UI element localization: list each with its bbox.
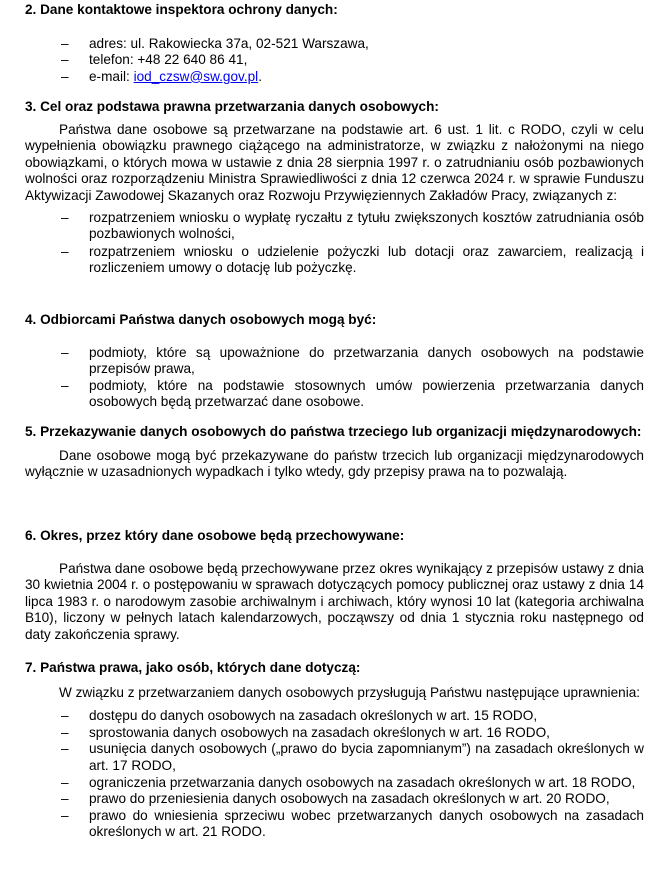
section-4-heading: 4. Odbiorcami Państwa danych osobowych mogą być: bbox=[25, 312, 377, 327]
section-6-paragraph: Państwa dane osobowe będą przechowywane przez okres wynikający z przepisów ustawy z dnia 30 kwietnia 2004 r. o postępowaniu w sprawach dotyczących pomocy publicznej oraz ustawy z dnia 14 lipca 1983 r. o narodowym zasobie archiwalnym i archiwach, który wynosi 10 lat (kategoria archiwalna B10), liczony w pełnych latach kalendarzowych, począwszy od dnia 1 stycznia roku następnego od daty zakończenia sprawy. bbox=[25, 560, 644, 642]
section-7 bbox=[25, 660, 644, 841]
list-item: – prawo do przeniesienia danych osobowych na zasadach określonych w art. 20 RODO, bbox=[61, 791, 610, 807]
list-item: – adres: ul. Rakowiecka 37a, 02-521 Warszawa, bbox=[61, 35, 369, 51]
list-item: – e-mail: iod_czsw@sw.gov.pl. bbox=[61, 68, 262, 84]
section-5 bbox=[25, 424, 644, 481]
section-3 bbox=[25, 99, 644, 277]
section-3-heading: 3. Cel oraz podstawa prawna przetwarzania danych osobowych: bbox=[25, 99, 439, 114]
rights-list bbox=[25, 708, 644, 841]
list-item: – rozpatrzeniem wniosku o udzielenie pożyczki lub dotacji oraz zawarciem, realizacją i rozliczeniem umowy o dotację lub pożyczkę. bbox=[61, 243, 644, 276]
list-item: – ograniczenia przetwarzania danych osobowych na zasadach określonych w art. 18 RODO, bbox=[61, 774, 636, 790]
section-5-paragraph: Dane osobowe mogą być przekazywane do państw trzecich lub organizacji międzynarodowych wyłącznie w uzasadnionych wypadkach i tylko wtedy, gdy przepisy prawa na to pozwalają. bbox=[25, 447, 644, 480]
section-7-paragraph: W związku z przetwarzaniem danych osobowych przysługują Państwu następujące uprawnienia: bbox=[59, 684, 641, 700]
list-item: – podmioty, które na podstawie stosownych umów powierzenia przetwarzania danych osobowych będą przetwarzać dane osobowe. bbox=[61, 377, 644, 410]
section-6 bbox=[25, 528, 644, 644]
list-item: – podmioty, które są upoważnione do przetwarzania danych osobowych na podstawie przepisów prawa, bbox=[61, 344, 644, 377]
section-4 bbox=[25, 312, 644, 411]
section-6-heading: 6. Okres, przez który dane osobowe będą przechowywane: bbox=[25, 528, 405, 543]
contact-list bbox=[25, 36, 644, 86]
section-2 bbox=[25, 2, 644, 85]
list-item: – prawo do wniesienia sprzeciwu wobec przetwarzanych danych osobowych na zasadach określonych w art. 21 RODO. bbox=[61, 807, 644, 840]
email-link[interactable]: iod_czsw@sw.gov.pl bbox=[133, 68, 259, 84]
section-7-heading: 7. Państwa prawa, jako osób, których dane dotyczą: bbox=[25, 660, 361, 675]
section-2-heading: 2. Dane kontaktowe inspektora ochrony danych: bbox=[25, 2, 338, 17]
section-5-heading: 5. Przekazywanie danych osobowych do państwa trzeciego lub organizacji międzynarodowych: bbox=[25, 424, 642, 439]
list-item: – rozpatrzeniem wniosku o wypłatę ryczałtu z tytułu zwiększonych kosztów zatrudniania osób pozbawionych wolności, bbox=[61, 209, 644, 242]
list-item: – usunięcia danych osobowych („prawo do bycia zapomnianym”) na zasadach określonych w art. 17 RODO, bbox=[61, 741, 644, 773]
list-item: – telefon: +48 22 640 86 41, bbox=[61, 52, 248, 68]
section-4-list bbox=[25, 345, 644, 411]
section-3-paragraph: Państwa dane osobowe są przetwarzane na podstawie art. 6 ust. 1 lit. c RODO, czyli w celu wypełnienia obowiązku prawnego ciążącego na administratorze, w związku z nałożonymi na niego obowiązkami, o których mowa w ustawie z dnia 28 sierpnia 1997 r. o zatrudnianiu osób pozbawionych wolności oraz rozporządzeniu Ministra Sprawiedliwości z dnia 12 czerwca 2024 r. w sprawie Funduszu Aktywizacji Zawodowej Skazanych oraz Rozwoju Przywięziennych Zakładów Pracy, związanych z: bbox=[25, 121, 644, 203]
list-item: – dostępu do danych osobowych na zasadach określonych w art. 15 RODO, bbox=[61, 708, 538, 724]
section-3-list bbox=[25, 210, 644, 277]
list-item: – sprostowania danych osobowych na zasadach określonych w art. 16 RODO, bbox=[61, 724, 550, 740]
